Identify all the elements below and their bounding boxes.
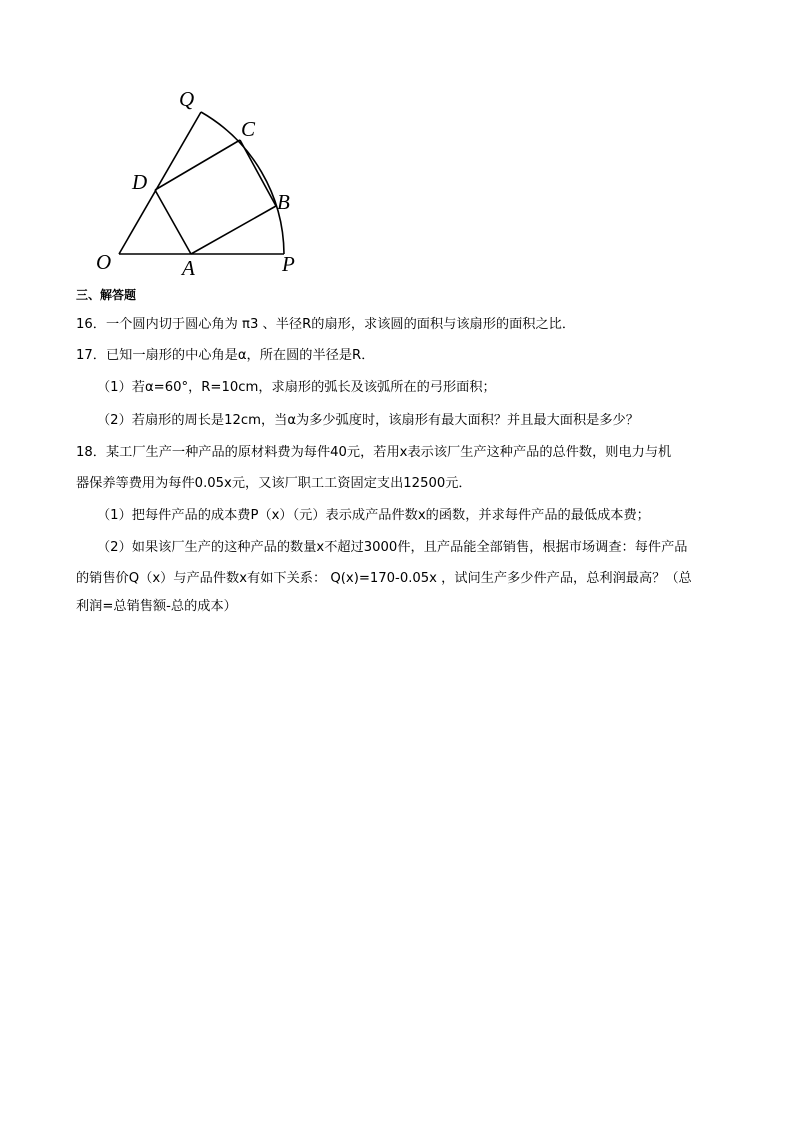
- point-label-C: C: [241, 117, 256, 141]
- problem-17-part-2: （2）若扇形的周长是12cm，当α为多少弧度时，该扇形有最大面积？并且最大面积是多少？: [97, 413, 639, 428]
- problem-17: 17．已知一扇形的中心角是α，所在圆的半径是R．: [76, 348, 375, 363]
- problem-17-part-1: （1）若α=60°，R=10cm，求扇形的弧长及该弧所在的弓形面积；: [97, 380, 496, 395]
- segment-DA: [155, 190, 191, 254]
- point-label-P: P: [282, 252, 295, 276]
- problem-18-part-2-line-1: （2）如果该厂生产的这种产品的数量x不超过3000件，且产品能全部销售，根据市场调查：每件产品: [97, 540, 688, 555]
- problem-18-part-2-line-3: 利润=总销售额-总的成本）: [76, 599, 237, 614]
- problem-18-line-1: 18．某工厂生产一种产品的原材料费为每件40元，若用x表示该厂生产这种产品的总件数，则电力与机: [76, 445, 672, 460]
- problem-16: 16．一个圆内切于圆心角为 π3 、半径R的扇形，求该圆的面积与该扇形的面积之比．: [76, 317, 576, 332]
- point-label-D: D: [132, 170, 148, 194]
- point-label-O: O: [96, 250, 112, 274]
- segment-CD: [155, 140, 240, 190]
- segment-AB: [191, 206, 276, 254]
- section-title: 三、解答题: [76, 288, 137, 302]
- point-label-Q: Q: [179, 87, 195, 111]
- sector-figure: [90, 84, 310, 278]
- point-label-B: B: [277, 190, 290, 214]
- problem-18-part-1: （1）把每件产品的成本费P（x）（元）表示成产品件数x的函数，并求每件产品的最低成本费；: [97, 508, 650, 523]
- problem-18-part-2-line-2: 的销售价Q（x）与产品件数x有如下关系： Q(x)=170-0.05x ，试问生产多少件产品，总利润最高？（总: [76, 571, 692, 586]
- segment-BC: [240, 140, 276, 206]
- problem-18-line-2: 器保养等费用为每件0.05x元，又该厂职工工资固定支出12500元．: [76, 476, 472, 491]
- sector-diagram: [90, 84, 310, 278]
- point-label-A: A: [182, 256, 195, 280]
